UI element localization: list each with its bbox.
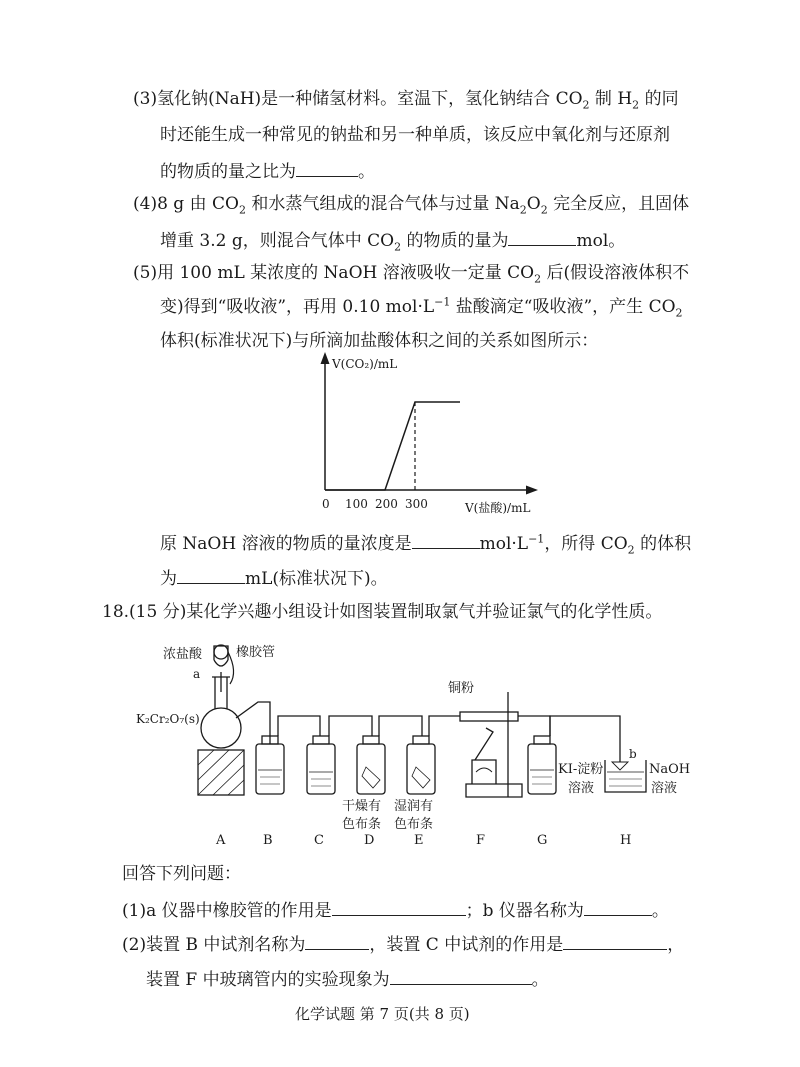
label-b: b [629,747,637,761]
bottle-b [256,736,284,794]
answer-blank[interactable] [296,158,358,177]
sub: 2 [540,203,548,217]
y-axis-label: V(CO₂)/mL [332,357,398,371]
bottle-d [357,736,385,794]
sup: −1 [528,532,545,546]
q5-ans-text-c: ，所得 CO [544,534,628,554]
q5-line-1 [133,261,689,285]
q4-text-b: 和水蒸气组成的混合气体与过量 Na [245,194,520,214]
answer-intro [122,862,241,886]
answer-blank[interactable] [305,931,369,950]
apparatus-letter-c: C [314,833,324,848]
x-tick-label: 100 [345,497,368,511]
q5-text-1b: 后(假设溶液体积不 [541,263,690,283]
q3-text-3: 的物质的量之比为 [160,162,296,182]
x-tick-label: 300 [405,497,428,511]
bottle-g [528,736,556,794]
q5-text-2b: 盐酸滴定“吸收液”，产生 CO [450,297,676,317]
q3-text-a: (3)氢化钠(NaH)是一种储氢材料。室温下，氢化钠结合 CO [133,89,583,109]
answer-blank[interactable] [332,897,466,916]
label-a: a [193,667,201,681]
q4-text-d: 完全反应，且固体 [547,194,690,214]
q3-text-c: 的同 [639,89,679,109]
apparatus-diagram [136,632,710,848]
q18-title [102,600,662,624]
q3-line-1 [133,87,679,111]
p3-end: 。 [531,970,549,990]
co2-volume-chart [300,350,540,520]
label-rubber: 橡胶管 [236,645,276,660]
q4-text-2a: 增重 3.2 g，则混合气体中 CO [160,231,395,251]
answer-blank[interactable] [584,897,652,916]
answer-blank[interactable] [390,966,532,985]
q3-text-2: 时还能生成一种常见的钠盐和另一种单质，该反应中氧化剂与还原剂 [160,125,670,145]
combustion-tube [460,712,518,721]
apparatus-letter-f: F [476,833,486,848]
q18-part-3 [146,966,549,992]
answer-blank[interactable] [412,530,480,549]
p2-text-a: (2)装置 B 中试剂名称为 [122,935,306,955]
q5-ans-text-d: 的体积 [634,534,692,554]
apparatus-letter-b: B [263,833,273,848]
sub: 2 [627,543,635,557]
apparatus-letter-d: D [364,833,375,848]
sub: 2 [519,203,527,217]
x-axis-label: V(盐酸)/mL [465,501,531,515]
p2-end: ， [667,935,685,955]
p3-text-a: 装置 F 中玻璃管内的实验现象为 [146,970,390,990]
p2-text-b: ，装置 C 中试剂的作用是 [369,935,564,955]
p1-text-a: (1)a 仪器中橡胶管的作用是 [122,901,332,921]
label-hcl: 浓盐酸 [163,647,203,662]
q5-answer-1 [160,530,691,556]
label-dry-2: 色布条 [342,817,382,832]
label-wet-1: 湿润有 [394,799,434,814]
q5-ans-text-b: mol·L [479,534,529,554]
beaker-h [605,760,646,792]
page-footer [295,1002,470,1026]
q5-text-3: 体积(标准状况下)与所滴加盐酸体积之间的关系如图所示： [160,331,599,351]
q3-text-b: 制 H [589,89,633,109]
q3-end: 。 [358,162,375,182]
answer-intro-text: 回答下列问题： [122,864,241,884]
sub: 2 [675,306,683,320]
q4-line-1 [133,192,689,216]
sub: 2 [582,98,590,112]
bottle-e [407,736,435,794]
q4-text-c: O [526,194,541,214]
sub: 2 [394,240,402,254]
apparatus-letter-a: A [216,833,226,848]
q4-text-2b: 的物质的量为 [401,231,509,251]
label-ki-2: 溶液 [568,781,595,796]
q4-end: mol。 [576,231,626,251]
q5-text-1: (5)用 100 mL 某浓度的 NaOH 溶液吸收一定量 CO [133,263,535,283]
q5-ans2-text-b: mL(标准状况下)。 [245,569,388,589]
x-tick-label: 0 [322,497,330,511]
label-wet-2: 色布条 [394,817,434,832]
label-ki: KI-淀粉 [558,762,604,777]
label-cu: 铜粉 [448,681,475,696]
answer-blank[interactable] [508,227,576,246]
q18-title-text: 18.(15 分)某化学兴趣小组设计如图装置制取氯气并验证氯气的化学性质。 [102,602,663,622]
q18-part-2 [122,931,684,957]
label-dry-1: 干燥有 [342,799,382,814]
footer-text: 化学试题 第 7 页(共 8 页) [295,1005,470,1023]
q4-text-a: (4)8 g 由 CO [133,194,239,214]
q5-answer-2 [160,565,388,591]
sub: 2 [238,203,246,217]
p1-end: 。 [651,901,669,921]
series-line [325,402,460,490]
p1-text-b: ；b 仪器名称为 [465,901,584,921]
sub: 2 [534,272,542,286]
label-naoh-2: 溶液 [651,781,678,796]
q5-line-2 [160,295,683,319]
q3-line-3 [160,158,375,184]
x-tick-label: 200 [375,497,398,511]
q5-ans2-text-a: 为 [160,569,177,589]
q3-line-2 [160,123,670,147]
q4-line-2 [160,227,625,253]
label-k2cr2o7: K₂Cr₂O₇(s) [136,712,200,726]
apparatus-letter-e: E [414,833,424,848]
round-flask [201,708,241,748]
sub: 2 [632,98,640,112]
q5-ans-text-a: 原 NaOH 溶液的物质的量浓度是 [160,534,412,554]
q5-text-2a: 变)得到“吸收液”，再用 0.10 mol·L [160,297,435,317]
answer-blank[interactable] [177,565,245,584]
q18-part-1 [122,897,669,923]
answer-blank[interactable] [563,931,667,950]
apparatus-letter-h: H [620,833,632,848]
sup: −1 [434,295,451,309]
apparatus-letter-g: G [537,833,548,848]
bottle-c [307,736,335,794]
label-naoh: NaOH [649,762,691,777]
